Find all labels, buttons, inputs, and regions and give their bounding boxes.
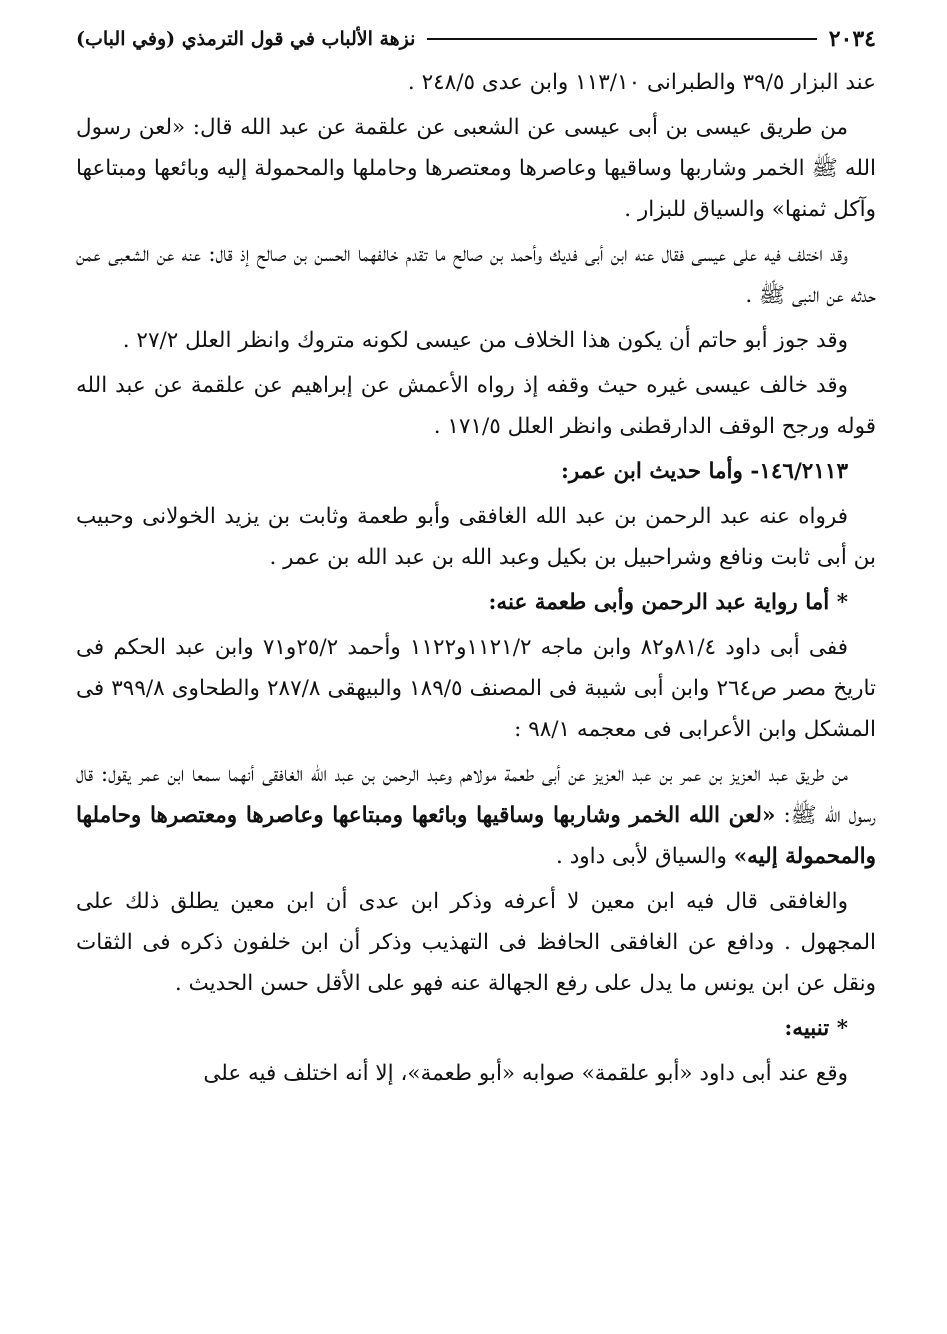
paragraph-mawquf: وقد خالف عيسى غيره حيث وقفه إذ رواه الأعمش عن إبراهيم عن علقمة عن عبد الله قوله ورجح الوقف الدارقطنى وانظر العلل ١٧١/٥ . xyxy=(76,373,876,439)
hadith-quote: «لعن الله الخمر وشاربها وساقيها وبائعها ومبتاعها وعاصرها ومعتصرها وحاملها والمحمولة إليه» xyxy=(76,803,876,869)
hadith-intro: من طريق عبد العزيز بن عمر بن عبد العزيز عن أبى طعمة مولاهم وعبد الرحمن بن عبد الله الغافقى أنهما سمعا ابن عمر يقول: قال رسول الله ﷺ: xyxy=(76,762,876,828)
hadith-outro: والسياق لأبى داود . xyxy=(556,844,734,869)
paragraph-ghafiqi: والغافقى قال فيه ابن معين لا أعرفه وذكر ابن عدى أن ابن معين يطلق ذلك على المجهول . ودافع عن الغافقى الحافظ فى التهذيب وذكر أن ابن خلفون ذكره فى الثقات ونقل عن ابن يونس ما يدل على رفع الجهالة عنه فهو على الأقل حسن الحديث . xyxy=(76,889,876,996)
book-title: نزهة الألباب في قول الترمذي (وفي الباب) xyxy=(76,28,416,50)
running-header xyxy=(76,22,876,56)
paragraph-note: وقع عند أبى داود «أبو علقمة» صوابه «أبو طعمة»، إلا أنه اختلف فيه على xyxy=(203,1061,848,1086)
paragraph-abu-hatim: وقد جوز أبو حاتم أن يكون هذا الخلاف من عيسى لكونه متروك وانظر العلل ٢٧/٢ . xyxy=(122,328,848,353)
note-heading: * تنبيه: xyxy=(784,1016,848,1041)
body-text xyxy=(76,62,876,1094)
paragraph-hadith xyxy=(76,754,876,877)
subheading-riwaya: * أما رواية عبد الرحمن وأبى طعمة عنه: xyxy=(488,590,848,615)
paragraph-citations: عند البزار ٣٩/٥ والطبرانى ١١٣/١٠ وابن عدى ٢٤٨/٥ . xyxy=(407,70,876,95)
paragraph-sources: ففى أبى داود ٨١/٤و٨٢ وابن ماجه ١١٢١/٢و١١٢٢ وأحمد ٢٥/٢و٧١ وابن عبد الحكم فى تاريخ مصر ص٢٦٤ وابن أبى شيبة فى المصنف ١٨٩/٥ والبيهقى ٢٨٧/٨ والطحاوى ٣٩٩/٨ فى المشكل وابن الأعرابى فى معجمه ٩٨/١ : xyxy=(76,635,876,742)
section-heading: ١٤٦/٢١١٣- وأما حديث ابن عمر: xyxy=(560,459,848,484)
paragraph-ibn-umar-narrators: فرواه عنه عبد الرحمن بن عبد الله الغافقى وأبو طعمة وثابت بن يزيد الخولانى وحبيب بن أبى ثابت ونافع وشراحبيل بن بكيل وعبد الله بن عبد الله بن عمر . xyxy=(76,504,876,570)
paragraph-disagreement: وقد اختلف فيه على عيسى فقال عنه ابن أبى فديك وأحمد بن صالح ما تقدم خالفهما الحسن بن صالح إذ قال: عنه عن الشعبى عمن حدثه عن النبى ﷺ . xyxy=(76,242,876,308)
book-page xyxy=(76,22,876,1312)
page-number: ٢٠٣٤ xyxy=(828,26,876,52)
paragraph-isnad: من طريق عيسى بن أبى عيسى عن الشعبى عن علقمة عن عبد الله قال: «لعن رسول الله ﷺ الخمر وشاربها وساقيها وعاصرها ومعتصرها وحاملها والمحمولة إليه وبائعها ومبتاعها وآكل ثمنها» والسياق للبزار . xyxy=(76,115,876,222)
header-rule xyxy=(427,38,816,40)
